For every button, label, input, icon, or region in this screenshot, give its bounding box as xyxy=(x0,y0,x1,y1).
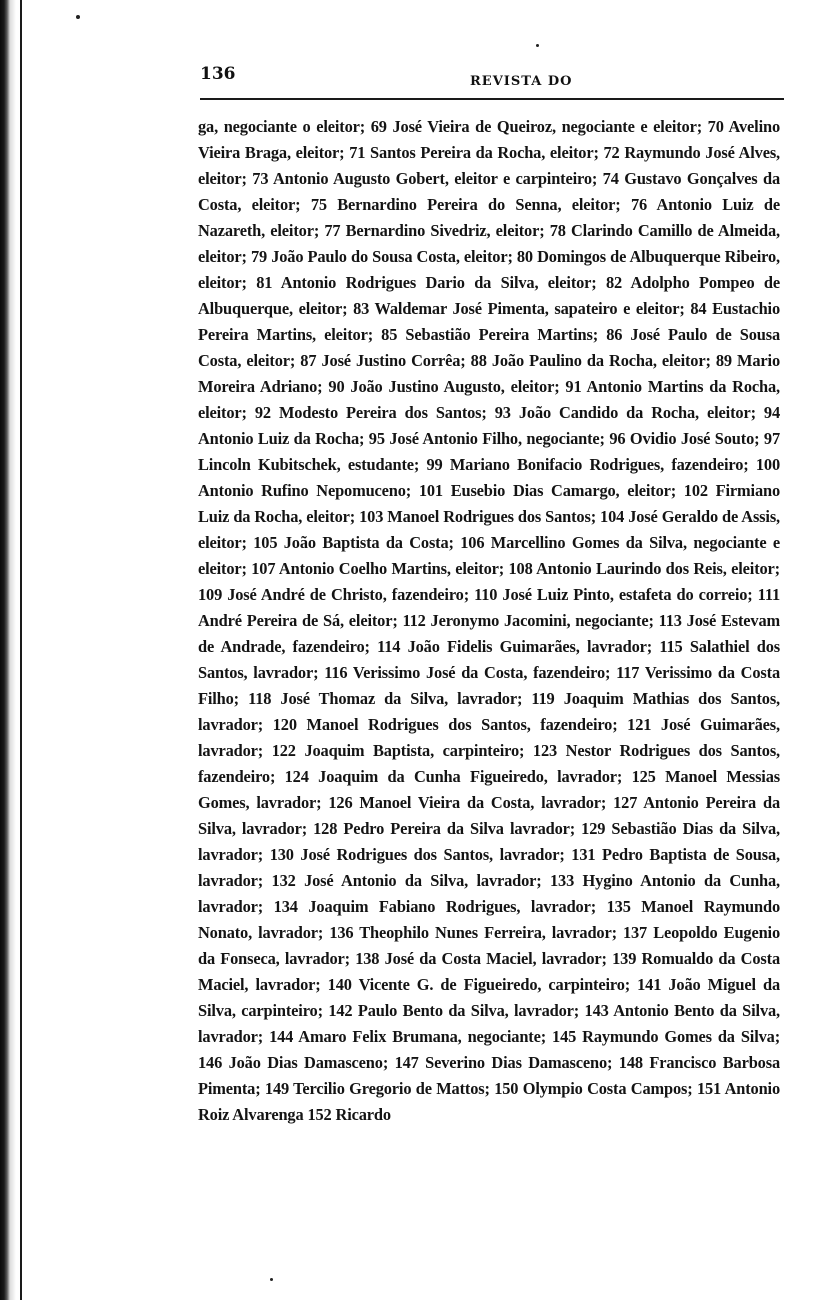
page-binding-edge xyxy=(0,0,16,1300)
ink-speck xyxy=(270,1278,273,1281)
page-number: 136 xyxy=(200,64,236,84)
ink-speck xyxy=(76,15,80,19)
page-header xyxy=(200,64,784,100)
ink-speck xyxy=(536,44,539,47)
body-text: ga, negociante o eleitor; 69 José Vieira de Queiroz, negociante e eleitor; 70 Avelino Vieira Braga, eleitor; 71 Santos Pereira da Rocha, eleitor; 72 Raymundo José Alves, eleitor; 73 Antonio Augusto Gobert, eleitor e carpinteiro; 74 Gustavo Gonçalves da Costa, eleitor; 75 Bernardino Pereira do Senna, eleitor; 76 Antonio Luiz de Nazareth, eleitor; 77 Bernardino Sivedriz, eleitor; 78 Clarindo Camillo de Almeida, eleitor; 79 João Paulo do Sousa Costa, eleitor; 80 Domingos de Albuquerque Ribeiro, eleitor; 81 Antonio Rodrigues Dario da Silva, eleitor; 82 Adolpho Pompeo de Albuquerque, eleitor; 83 Waldemar José Pimenta, sapateiro e eleitor; 84 Eustachio Pereira Martins, eleitor; 85 Sebastião Pereira Martins; 86 José Paulo de Sousa Costa, eleitor; 87 José Justino Corrêa; 88 João Paulino da Rocha, eleitor; 89 Mario Moreira Adriano; 90 João Justino Augusto, eleitor; 91 Antonio Martins da Rocha, eleitor; 92 Modesto Pereira dos Santos; 93 João Candido da Rocha, eleitor; 94 Antonio Luiz da Rocha; 95 José Antonio Filho, negociante; 96 Ovidio José Souto; 97 Lincoln Kubitschek, estudante; 99 Mariano Bonifacio Rodrigues, fazendeiro; 100 Antonio Rufino Nepomuceno; 101 Eusebio Dias Camargo, eleitor; 102 Firmiano Luiz da Rocha, eleitor; 103 Manoel Rodrigues dos Santos; 104 José Geraldo de Assis, eleitor; 105 João Baptista da Costa; 106 Marcellino Gomes da Silva, negociante e eleitor; 107 Antonio Coelho Martins, eleitor; 108 Antonio Laurindo dos Reis, eleitor; 109 José André de Christo, fazendeiro; 110 José Luiz Pinto, estafeta do correio; 111 André Pereira de Sá, eleitor; 112 Jeronymo Jacomini, negociante; 113 José Estevam de Andrade, fazendeiro; 114 João Fidelis Guimarães, lavrador; 115 Salathiel dos Santos, lavrador; 116 Verissimo José da Costa, fazendeiro; 117 Verissimo da Costa Filho; 118 José Thomaz da Silva, lavrador; 119 Joaquim Mathias dos Santos, lavrador; 120 Manoel Rodrigues dos Santos, fazendeiro; 121 José Guimarães, lavrador; 122 Joaquim Baptista, carpinteiro; 123 Nestor Rodrigues dos Santos, fazendeiro; 124 Joaquim da Cunha Figueiredo, lavrador; 125 Manoel Messias Gomes, lavrador; 126 Manoel Vieira da Costa, lavrador; 127 Antonio Pereira da Silva, lavrador; 128 Pedro Pereira da Silva lavrador; 129 Sebastião Dias da Silva, lavrador; 130 José Rodrigues dos Santos, lavrador; 131 Pedro Baptista de Sousa, lavrador; 132 José Antonio da Silva, lavrador; 133 Hygino Antonio da Cunha, lavrador; 134 Joaquim Fabiano Rodrigues, lavrador; 135 Manoel Raymundo Nonato, lavrador; 136 Theophilo Nunes Ferreira, lavrador; 137 Leopoldo Eugenio da Fonseca, lavrador; 138 José da Costa Maciel, lavrador; 139 Romualdo da Costa Maciel, lavrador; 140 Vicente G. de Figueiredo, carpinteiro; 141 João Miguel da Silva, carpinteiro; 142 Paulo Bento da Silva, lavrador; 143 Antonio Bento da Silva, lavrador; 144 Amaro Felix Brumana, negociante; 145 Raymundo Gomes da Silva; 146 João Dias Damasceno; 147 Severino Dias Damasceno; 148 Francisco Barbosa Pimenta; 149 Tercilio Gregorio de Mattos; 150 Olympio Costa Campos; 151 Antonio Roiz Alvarenga 152 Ricardo xyxy=(198,117,780,1124)
page-binding-line xyxy=(20,0,22,1300)
running-title: REVISTA DO xyxy=(470,74,573,89)
